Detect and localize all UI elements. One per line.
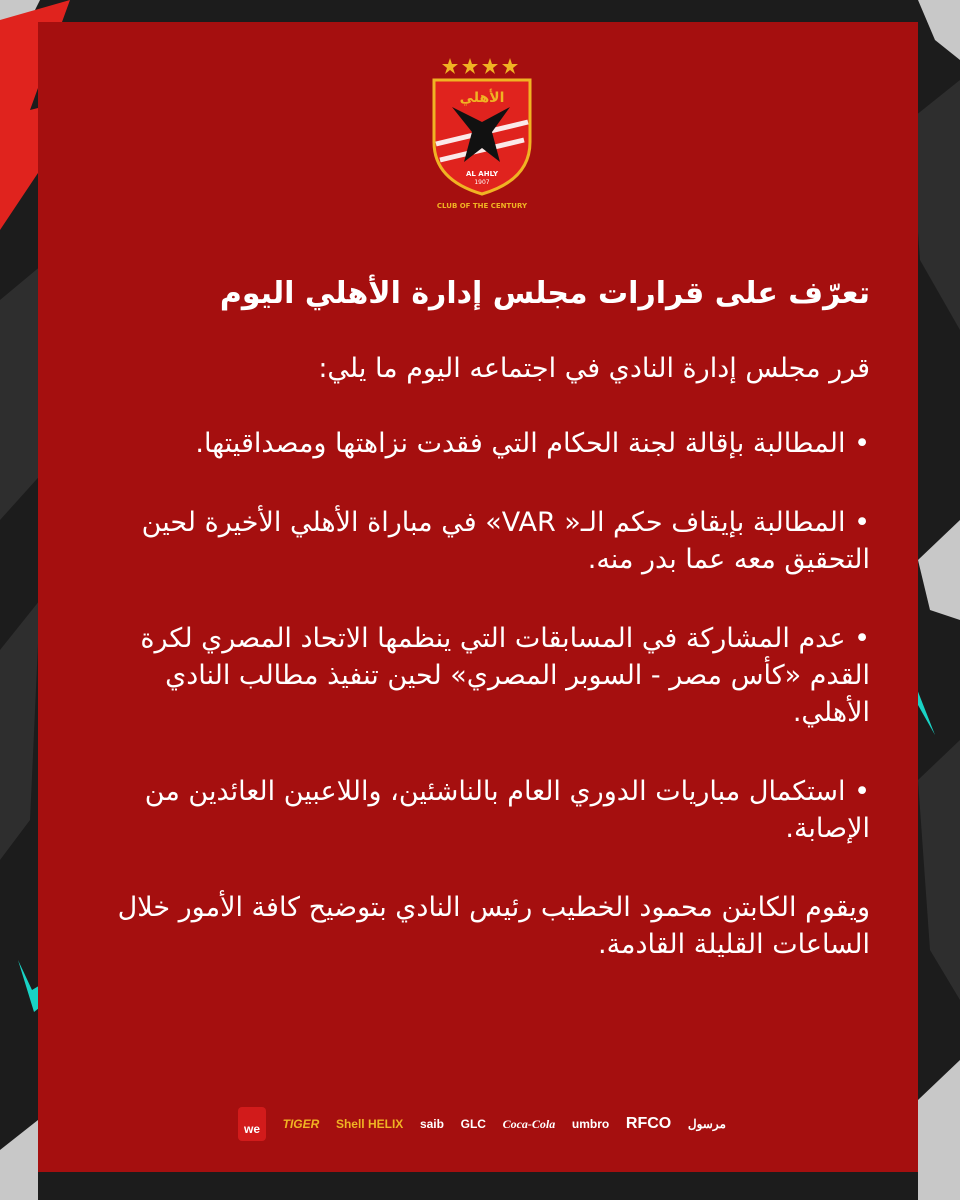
decision-text: استكمال مباريات الدوري العام بالناشئين، واللاعبين العائدين من الإصابة.	[144, 776, 870, 844]
we-logo: we	[238, 1107, 266, 1141]
decision-text: المطالبة بإقالة لجنة الحكام التي فقدت نزاهتها ومصداقيتها.	[195, 428, 846, 459]
mrsool-logo: مرسول	[687, 1117, 726, 1131]
decision-item	[110, 773, 870, 847]
coca-cola-logo: Coca-Cola	[502, 1116, 556, 1131]
crest-year: 1907	[474, 179, 490, 186]
decision-item	[110, 620, 870, 731]
decision-item	[110, 425, 870, 462]
bullet: •	[854, 776, 870, 807]
decision-item	[110, 504, 870, 578]
crest-stars	[442, 58, 518, 74]
decision-text: المطالبة بإيقاف حكم الـ« VAR» في مباراة الأهلي الأخيرة لحين التحقيق معه عما بدر منه.	[141, 507, 870, 575]
post-title: تعرّف على قرارات مجلس إدارة الأهلي اليوم	[219, 276, 870, 311]
umbro-logo: umbro	[571, 1117, 610, 1131]
crest-name: AL AHLY	[465, 170, 499, 178]
closing-text: ويقوم الكابتن محمود الخطيب رئيس النادي بتوضيح كافة الأمور خلال الساعات القليلة القادمة.	[117, 892, 870, 960]
rfco-logo: RFCO	[625, 1115, 672, 1132]
bullet: •	[854, 507, 870, 538]
saib-logo: saib	[419, 1117, 444, 1131]
sponsor-bar	[238, 1100, 726, 1148]
decision-text: عدم المشاركة في المسابقات التي ينظمها الاتحاد المصري لكرة القدم «كأس مصر - السوبر المصري» لحين تنفيذ مطالب النادي الأهلي.	[140, 623, 870, 728]
shell-helix-logo: Shell HELIX	[335, 1117, 404, 1131]
tiger-logo: TIGER	[282, 1117, 320, 1131]
bullet: •	[854, 428, 870, 459]
bullet: •	[854, 623, 870, 654]
al-ahly-crest-logo	[422, 52, 542, 212]
post-body	[110, 350, 870, 963]
crest-motto: CLUB OF THE CENTURY	[436, 202, 528, 210]
intro-text: قرر مجلس إدارة النادي في اجتماعه اليوم ما يلي:	[318, 353, 870, 384]
crest-arabic-name: الأهلي	[459, 90, 505, 106]
glc-logo: GLC	[460, 1117, 486, 1131]
